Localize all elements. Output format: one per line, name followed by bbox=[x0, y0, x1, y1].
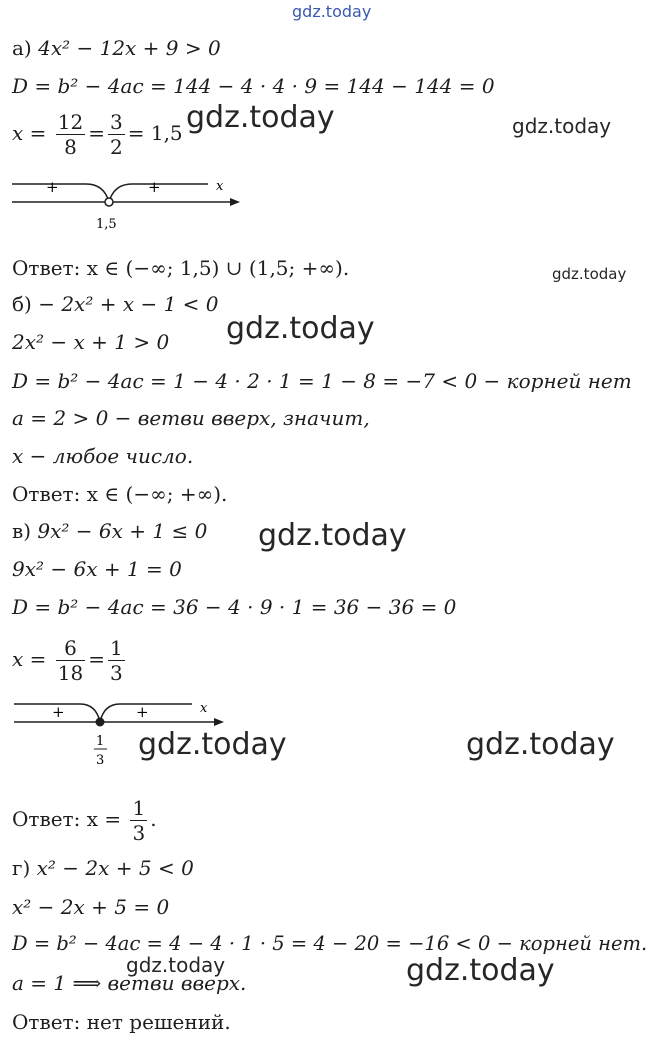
watermark: gdz.today bbox=[466, 727, 615, 762]
watermark: gdz.today bbox=[226, 311, 375, 346]
denominator: 3 bbox=[132, 821, 146, 845]
root-var: x = bbox=[12, 121, 47, 145]
part-label: а) bbox=[12, 36, 32, 60]
answer-prefix: Ответ: x = bbox=[12, 807, 122, 831]
watermark: gdz.today bbox=[406, 953, 555, 988]
part-label: в) bbox=[12, 519, 32, 543]
discriminant: D = b² − 4ac = 144 − 4 · 4 · 9 = 144 − 144 = 0 bbox=[12, 74, 495, 98]
watermark: gdz.today bbox=[552, 265, 627, 283]
part-label: б) bbox=[12, 292, 32, 316]
root-var: x = bbox=[12, 647, 47, 671]
equation: x² − 2x + 5 = 0 bbox=[12, 895, 170, 919]
denominator: 2 bbox=[109, 135, 123, 159]
sign-plus: + bbox=[52, 703, 65, 721]
watermark: gdz.today bbox=[138, 727, 287, 762]
answer-b: Ответ: x ∈ (−∞; +∞). bbox=[12, 482, 228, 506]
fraction bbox=[56, 110, 85, 159]
branch-note: a = 2 > 0 − ветви вверх, значит, bbox=[12, 406, 370, 430]
axis-variable: x bbox=[216, 179, 224, 194]
axis-variable: x bbox=[200, 701, 208, 716]
watermark-top: gdz.today bbox=[292, 2, 372, 21]
axis-point-denominator: 3 bbox=[96, 753, 105, 768]
inequality: 9x² − 6x + 1 ≤ 0 bbox=[37, 519, 208, 543]
part-c-inequality bbox=[12, 519, 207, 543]
answer-d: Ответ: нет решений. bbox=[12, 1010, 231, 1034]
denominator: 8 bbox=[64, 135, 77, 159]
sign-plus: + bbox=[148, 178, 161, 196]
denominator: 3 bbox=[109, 661, 123, 685]
part-b-inequality bbox=[12, 292, 219, 316]
axis-point-numerator: 1 bbox=[96, 734, 105, 749]
any-number-note: x − любое число. bbox=[12, 444, 194, 468]
answer-a: Ответ: x ∈ (−∞; 1,5) ∪ (1,5; +∞). bbox=[12, 256, 350, 280]
watermark: gdz.today bbox=[126, 953, 226, 977]
number-line-c bbox=[10, 694, 240, 774]
part-a-inequality bbox=[12, 36, 221, 60]
equation: 9x² − 6x + 1 = 0 bbox=[12, 557, 182, 581]
watermark: gdz.today bbox=[258, 518, 407, 553]
root-value: 1,5 bbox=[150, 121, 183, 145]
fraction bbox=[108, 636, 125, 685]
part-d-inequality bbox=[12, 856, 194, 880]
numerator: 1 bbox=[109, 636, 123, 660]
sign-plus: + bbox=[136, 703, 149, 721]
discriminant: D = b² − 4ac = 4 − 4 · 1 · 5 = 4 − 20 = −16 < 0 − корней нет. bbox=[12, 932, 648, 955]
discriminant: D = b² − 4ac = 1 − 4 · 2 · 1 = 1 − 8 = −7 < 0 − корней нет bbox=[12, 369, 632, 393]
root-line: x = $\frac{12}{8}$ = $\frac{3}{2}$ = 1,5 bbox=[12, 110, 183, 159]
fraction bbox=[56, 636, 85, 685]
inequality: − 2x² + x − 1 < 0 bbox=[38, 292, 219, 316]
numerator: 3 bbox=[109, 110, 123, 134]
root-line: x = $\frac{6}{18}$ = $\frac{1}{3}$ bbox=[12, 636, 123, 685]
branch-note: a = 1 ⟹ ветви вверх. bbox=[12, 971, 247, 995]
sign-plus: + bbox=[46, 178, 59, 196]
fraction bbox=[130, 796, 147, 845]
answer-c: Ответ: x = $\frac{1}{3}$ . bbox=[12, 796, 157, 845]
inequality: x² − 2x + 5 < 0 bbox=[36, 856, 194, 880]
watermark: gdz.today bbox=[186, 100, 335, 135]
part-label: г) bbox=[12, 856, 31, 880]
axis-point-label: 1,5 bbox=[96, 217, 117, 232]
denominator: 18 bbox=[57, 661, 84, 685]
number-line-a bbox=[8, 172, 248, 232]
numerator: 1 bbox=[132, 796, 146, 820]
numerator: 12 bbox=[57, 110, 84, 134]
inequality-transformed: 2x² − x + 1 > 0 bbox=[12, 330, 170, 354]
watermark: gdz.today bbox=[512, 114, 612, 138]
inequality: 4x² − 12x + 9 > 0 bbox=[38, 36, 221, 60]
fraction bbox=[108, 110, 125, 159]
discriminant: D = b² − 4ac = 36 − 4 · 9 · 1 = 36 − 36 = 0 bbox=[12, 595, 457, 619]
numerator: 6 bbox=[56, 636, 85, 661]
